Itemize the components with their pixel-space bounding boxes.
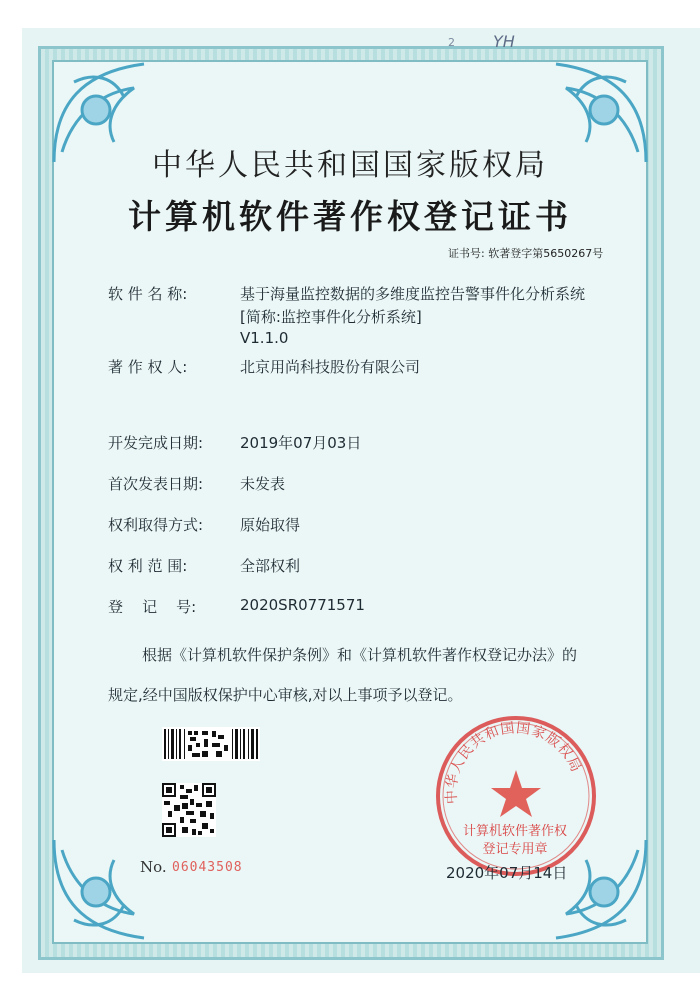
field-label: 首次发表日期: [108, 475, 204, 493]
qr-code-icon [162, 783, 216, 837]
seal-ring-text: 中华人民共和国国家版权局 [443, 720, 585, 805]
field-value [240, 283, 650, 352]
field-value: 原始取得 [240, 516, 301, 534]
statement-line-2: 规定,经中国版权保护中心审核,对以上事项予以登记。 [108, 686, 463, 704]
field-value: 2020SR0771571 [240, 596, 365, 614]
barcode-icon [162, 727, 260, 761]
small-page-number: 2 [448, 36, 455, 49]
issue-date: 2020年07月14日 [446, 864, 568, 882]
field-value: 北京用尚科技股份有限公司 [240, 358, 421, 376]
field-label: 著 作 权 人: [108, 358, 188, 376]
statement-line-1: 根据《计算机软件保护条例》和《计算机软件著作权登记办法》的 [142, 646, 578, 664]
field-label: 权利取得方式: [108, 516, 204, 534]
certificate-title: 计算机软件著作权登记证书 [128, 197, 572, 236]
field-value: 2019年07月03日 [240, 434, 362, 452]
seal-text-line-1: 计算机软件著作权 [462, 824, 567, 839]
field-label: 权 利 范 围: [108, 557, 188, 575]
corner-ornament-icon [44, 830, 164, 950]
issuer-title: 中华人民共和国国家版权局 [152, 148, 548, 183]
certificate-number: 证书号: 软著登字第5650267号 [448, 247, 604, 260]
software-short-name-line: [简称:监控事件化分析系统] [240, 308, 422, 326]
serial-label: No. [140, 858, 167, 876]
field-value: 未发表 [240, 475, 286, 493]
field-label: 软 件 名 称: [108, 285, 188, 303]
serial-number: 06043508 [172, 860, 243, 875]
handwritten-initials: YH [493, 32, 515, 51]
field-label: 登 记 号: [108, 598, 197, 616]
field-label: 开发完成日期: [108, 434, 204, 452]
seal-text-line-2: 登记专用章 [482, 842, 548, 857]
field-value: 全部权利 [240, 557, 301, 575]
software-version-line: V1.1.0 [240, 329, 289, 347]
software-name-line: 基于海量监控数据的多维度监控告警事件化分析系统 [240, 285, 586, 303]
